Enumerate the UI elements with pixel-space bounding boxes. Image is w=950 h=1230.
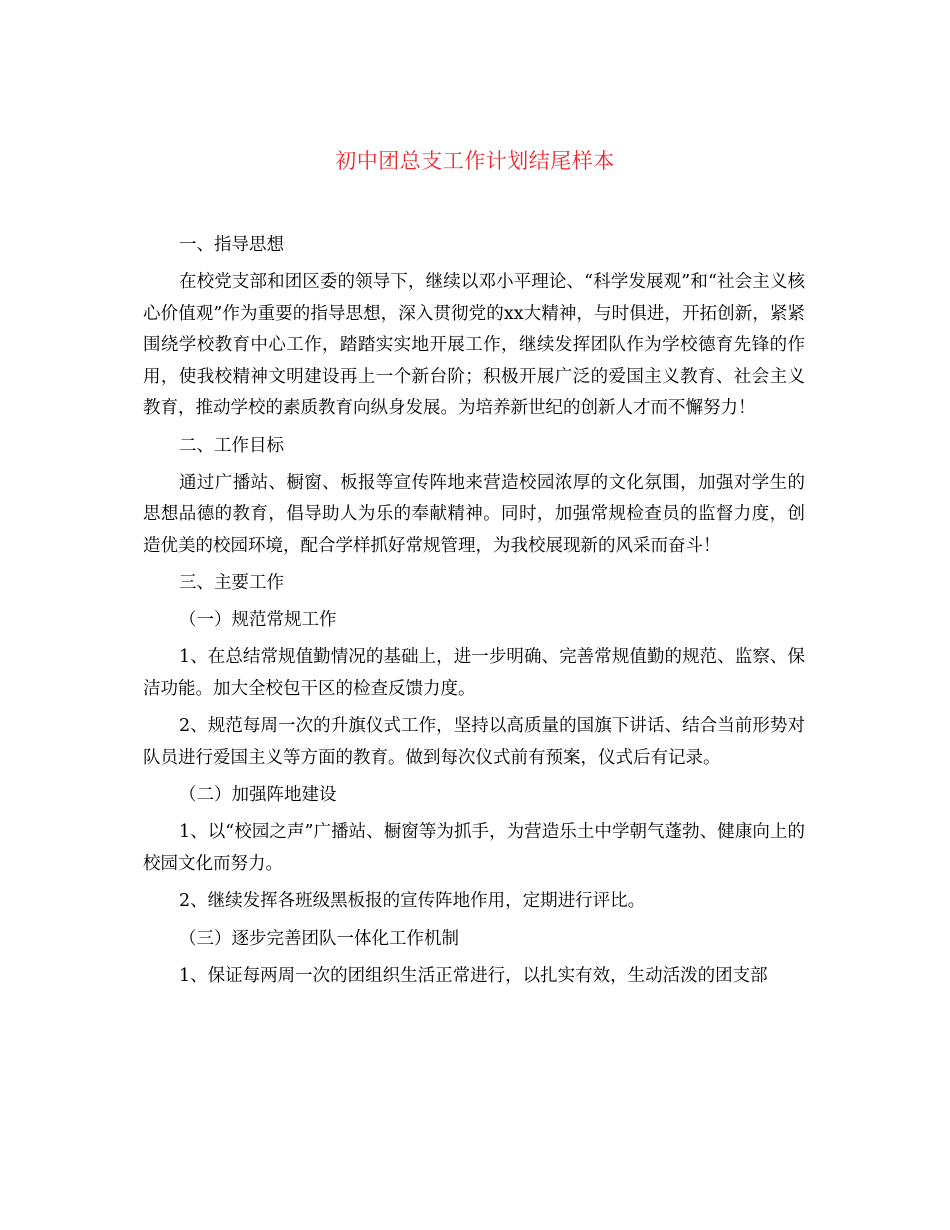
section-heading-guiding-ideology: 一、指导思想 bbox=[179, 235, 284, 255]
section-heading-work-goals: 二、工作目标 bbox=[179, 435, 284, 456]
subsection-heading-mechanism: （三）逐步完善团队一体化工作机制 bbox=[179, 928, 459, 949]
paragraph-work-goals: 通过广播站、橱窗、板报等宣传阵地来营造校园浓厚的文化氛围，加强对学生的思想品德的教育，倡导助人为乐的奉献精神。同时，加强常规检查员的监督力度，创造优美的校园环境，配合学样抓好常规管理，为我校展现新的风采而奋斗！ bbox=[143, 472, 805, 556]
paragraph-guiding-ideology: 在校党支部和团区委的领导下，继续以邓小平理论、“科学发展观”和“社会主义核心价值观”作为重要的指导思想，深入贯彻党的xx大精神，与时俱进，开拓创新，紧紧围绕学校教育中心工作，踏踏实实地开展工作，继续发挥团队作为学校德育先锋的作用，使我校精神文明建设再上一个新台阶；积极开展广泛的爱国主义教育、社会主义教育，推动学校的素质教育向纵身发展。为培养新世纪的创新人才而不懈努力！ bbox=[143, 272, 805, 418]
document-body bbox=[143, 230, 805, 998]
paragraph-routine-1: 1、在总结常规值勤情况的基础上，进一步明确、完善常规值勤的规范、监察、保洁功能。加大全校包干区的检查反馈力度。 bbox=[143, 647, 805, 699]
document-title: 初中团总支工作计划结尾样本 bbox=[335, 149, 615, 173]
paragraph-position-1: 1、以“校园之声”广播站、橱窗等为抓手，为营造乐土中学朝气蓬勃、健康向上的校园文化而努力。 bbox=[143, 822, 805, 874]
paragraph-routine-2: 2、规范每周一次的升旗仪式工作，坚持以高质量的国旗下讲话、结合当前形势对队员进行爱国主义等方面的教育。做到每次仪式前有预案，仪式后有记录。 bbox=[143, 716, 805, 768]
subsection-heading-routine-work: （一）规范常规工作 bbox=[179, 610, 337, 630]
section-heading-main-work: 三、主要工作 bbox=[179, 573, 284, 593]
paragraph-mechanism-1: 1、保证每两周一次的团组织生活正常进行，以扎实有效，生动活泼的团支部 bbox=[179, 965, 768, 986]
subsection-heading-position-building: （二）加强阵地建设 bbox=[179, 785, 337, 805]
paragraph-position-2: 2、继续发挥各班级黑板报的宣传阵地作用，定期进行评比。 bbox=[179, 891, 646, 911]
